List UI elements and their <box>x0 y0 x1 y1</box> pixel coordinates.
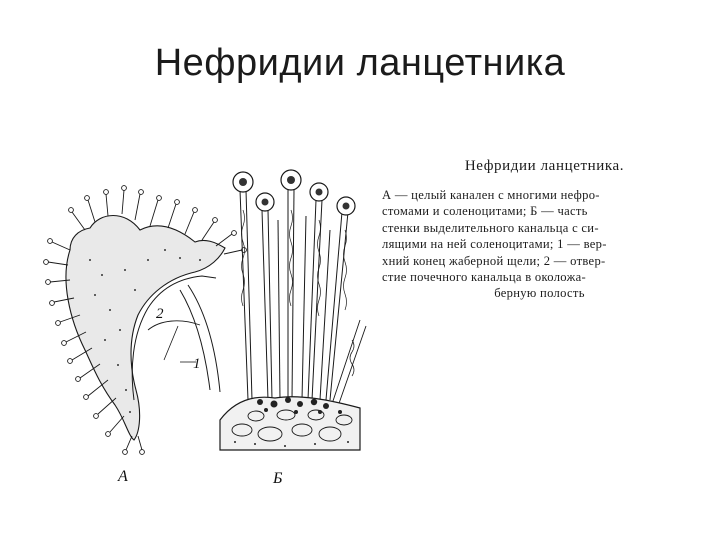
caption-line: берную полость <box>494 286 585 301</box>
panel-b-drawing <box>220 170 366 450</box>
callout-label-2: 2 <box>156 306 164 322</box>
panel-a-label: А <box>118 468 128 485</box>
caption-title: Нефридии ланцетника. <box>464 158 625 174</box>
caption-body <box>382 187 687 302</box>
caption-line: стие почечного канальца в околожа- <box>382 270 586 285</box>
callout-label-1: 1 <box>193 356 201 372</box>
caption-line: лящими на ней соленоцитами; 1 — вер- <box>382 237 607 252</box>
figure-caption <box>382 158 687 302</box>
caption-line: стомами и соленоцитами; Б — часть <box>382 204 588 219</box>
caption-line: А — целый канален с многими нефро- <box>382 188 600 202</box>
caption-line: хний конец жаберной щели; 2 — отвер- <box>382 253 606 268</box>
nephridia-illustration <box>30 150 370 500</box>
panel-b-label: Б <box>273 470 283 487</box>
panel-a-drawing <box>44 186 247 455</box>
slide-title: Нефридии ланцетника <box>154 42 566 84</box>
caption-line: стенки выделительного канальца с си- <box>382 220 599 235</box>
